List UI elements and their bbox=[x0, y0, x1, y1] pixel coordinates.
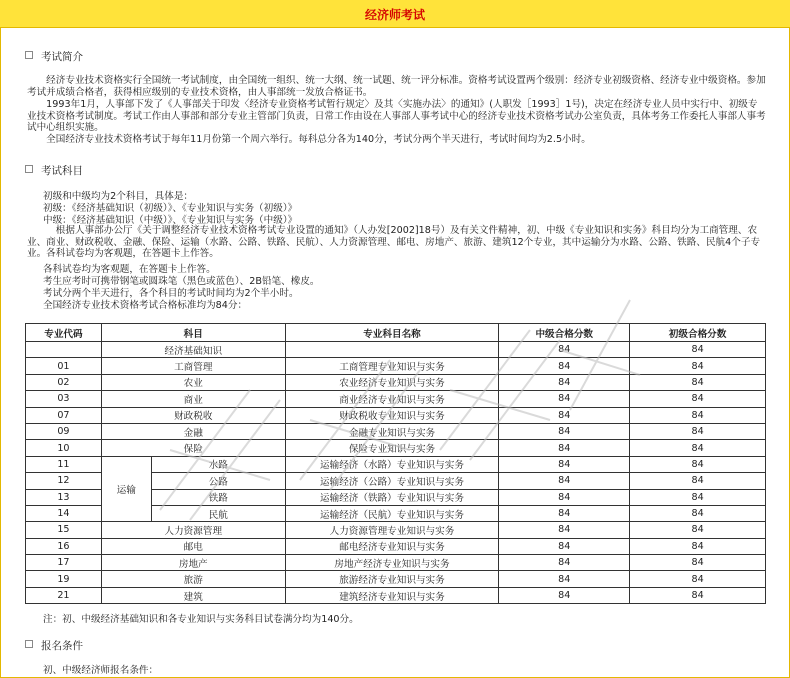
cell-junior: 84 bbox=[630, 358, 766, 374]
cell-code: 02 bbox=[26, 374, 102, 390]
cell-subject: 商业 bbox=[101, 391, 285, 407]
cell-name: 旅游经济专业知识与实务 bbox=[285, 571, 499, 587]
cell-subject: 民航 bbox=[151, 505, 285, 521]
table-note: 注：初、中级经济基础知识和各专业知识与实务科目试卷满分均为140分。 bbox=[43, 614, 359, 625]
cell-code: 10 bbox=[26, 440, 102, 456]
cell-code: 13 bbox=[26, 489, 102, 505]
cell-junior: 84 bbox=[630, 391, 766, 407]
cell-name: 商业经济专业知识与实务 bbox=[285, 391, 499, 407]
cell-junior: 84 bbox=[630, 374, 766, 390]
table-row bbox=[26, 555, 766, 571]
cell-name: 工商管理专业知识与实务 bbox=[285, 358, 499, 374]
header-junior: 初级合格分数 bbox=[630, 324, 766, 342]
subjects-line-3: 中级：《经济基础知识（中级）》、《专业知识与实务（中级）》 bbox=[43, 215, 298, 226]
cell-subject: 农业 bbox=[101, 374, 285, 390]
cell-junior: 84 bbox=[630, 342, 766, 358]
cell-subject: 水路 bbox=[151, 456, 285, 472]
table-row bbox=[26, 456, 766, 472]
cell-junior: 84 bbox=[630, 555, 766, 571]
subjects-line-6: 考试分两个半天进行，各个科目的考试时间均为2个半小时。 bbox=[43, 288, 299, 299]
cell-junior: 84 bbox=[630, 587, 766, 603]
cell-junior: 84 bbox=[630, 571, 766, 587]
cell-name: 财政税收专业知识与实务 bbox=[285, 407, 499, 423]
cell-code: 21 bbox=[26, 587, 102, 603]
cell-name: 运输经济（公路）专业知识与实务 bbox=[285, 473, 499, 489]
header-subject: 科目 bbox=[101, 324, 285, 342]
page-title: 经济师考试 bbox=[364, 8, 425, 22]
table-row bbox=[26, 342, 766, 358]
cell-mid: 84 bbox=[499, 571, 630, 587]
cell-name: 运输经济（铁路）专业知识与实务 bbox=[285, 489, 499, 505]
cell-junior: 84 bbox=[630, 489, 766, 505]
cell-name: 邮电经济专业知识与实务 bbox=[285, 538, 499, 554]
cell-subject: 旅游 bbox=[101, 571, 285, 587]
cell-mid: 84 bbox=[499, 473, 630, 489]
cell-subject: 财政税收 bbox=[101, 407, 285, 423]
title-bar bbox=[0, 0, 790, 28]
table-row bbox=[26, 374, 766, 390]
cell-junior: 84 bbox=[630, 407, 766, 423]
cell-junior: 84 bbox=[630, 456, 766, 472]
checkbox-icon bbox=[25, 51, 33, 59]
cell-mid: 84 bbox=[499, 505, 630, 521]
registration-line: 初、中级经济师报名条件： bbox=[43, 665, 159, 676]
subjects-paragraph: 根据人事部办公厅《关于调整经济专业技术资格考试专业设置的通知》（人办发[2002]18号）及有关文件精神，初、中级《专业知识和实务》科目均分为工商管理、农业、商业、财政税收、金融、保险、运输（水路、公路、铁路、民航）、人力资源管理、邮电、房地产、旅游、建筑12个专业，其中运输分为水路、公路、铁路、民航4个子专业。各科试卷均为客观题，在答题卡上作答。 bbox=[27, 225, 761, 260]
intro-paragraph-2: 1993年1月，人事部下发了《人事部关于印发〈经济专业资格考试暂行规定〉及其〈实施办法〉的通知》(人职发［1993］1号)，决定在经济专业人员中实行中、初级专业技术资格考试制度。考试工作由人事部和部分专业主管部门负责，日常工作由设在人事部人事考试中心的经济专业技术资格考试办公室负责，具体考务工作委托人事部人事考试中心组织实施。 bbox=[27, 99, 766, 134]
cell-name: 运输经济（水路）专业知识与实务 bbox=[285, 456, 499, 472]
cell-code: 07 bbox=[26, 407, 102, 423]
table-row bbox=[26, 538, 766, 554]
cell-junior: 84 bbox=[630, 423, 766, 439]
cell-mid: 84 bbox=[499, 538, 630, 554]
cell-name: 农业经济专业知识与实务 bbox=[285, 374, 499, 390]
cell-code: 14 bbox=[26, 505, 102, 521]
table-row bbox=[26, 587, 766, 603]
subjects-line-1: 初级和中级均为2个科目，具体是： bbox=[43, 191, 194, 202]
cell-mid: 84 bbox=[499, 587, 630, 603]
subjects-line-4: 各科试卷均为客观题，在答题卡上作答。 bbox=[43, 264, 216, 275]
cell-code: 19 bbox=[26, 571, 102, 587]
cell-subject: 铁路 bbox=[151, 489, 285, 505]
cell-subject: 建筑 bbox=[101, 587, 285, 603]
cell-code: 03 bbox=[26, 391, 102, 407]
header-name: 专业科目名称 bbox=[285, 324, 499, 342]
intro-paragraph-1: 经济专业技术资格实行全国统一考试制度，由全国统一组织、统一大纲、统一试题、统一评分标准。资格考试设置两个级别：经济专业初级资格、经济专业中级资格。参加考试并成绩合格者，获得相应级别的专业技术资格，由人事部统一发放合格证书。 bbox=[27, 75, 766, 98]
cell-name: 建筑经济专业知识与实务 bbox=[285, 587, 499, 603]
cell-name: 运输经济（民航）专业知识与实务 bbox=[285, 505, 499, 521]
cell-mid: 84 bbox=[499, 391, 630, 407]
table-row bbox=[26, 391, 766, 407]
table-row bbox=[26, 407, 766, 423]
table-header-row bbox=[26, 324, 766, 342]
cell-mid: 84 bbox=[499, 456, 630, 472]
cell-subject: 邮电 bbox=[101, 538, 285, 554]
cell-mid: 84 bbox=[499, 407, 630, 423]
cell-code: 09 bbox=[26, 423, 102, 439]
section-title-intro: 考试简介 bbox=[25, 49, 83, 64]
section-title-subjects: 考试科目 bbox=[25, 163, 83, 178]
cell-code: 12 bbox=[26, 473, 102, 489]
table-row bbox=[26, 423, 766, 439]
cell-name: 房地产经济专业知识与实务 bbox=[285, 555, 499, 571]
cell-mid: 84 bbox=[499, 374, 630, 390]
cell-subject: 人力资源管理 bbox=[101, 522, 285, 538]
cell-code: 15 bbox=[26, 522, 102, 538]
header-mid: 中级合格分数 bbox=[499, 324, 630, 342]
cell-subject: 保险 bbox=[101, 440, 285, 456]
cell-mid: 84 bbox=[499, 358, 630, 374]
cell-subject: 房地产 bbox=[101, 555, 285, 571]
section-title-registration: 报名条件 bbox=[25, 638, 83, 653]
cell-name: 人力资源管理专业知识与实务 bbox=[285, 522, 499, 538]
cell-code bbox=[26, 342, 102, 358]
cell-code: 11 bbox=[26, 456, 102, 472]
cell-subject: 金融 bbox=[101, 423, 285, 439]
cell-subject: 经济基础知识 bbox=[101, 342, 285, 358]
cell-mid: 84 bbox=[499, 555, 630, 571]
intro-paragraph-3: 全国经济专业技术资格考试于每年11月份第一个周六举行。每科总分各为140分，考试分两个半天进行，考试时间均为2.5小时。 bbox=[27, 134, 591, 145]
cell-junior: 84 bbox=[630, 538, 766, 554]
cell-name bbox=[285, 342, 499, 358]
cell-name: 保险专业知识与实务 bbox=[285, 440, 499, 456]
pass-score-table bbox=[25, 323, 766, 604]
subjects-line-2: 初级：《经济基础知识（初级）》、《专业知识与实务（初级）》 bbox=[43, 203, 298, 214]
checkbox-icon bbox=[25, 165, 33, 173]
cell-code: 01 bbox=[26, 358, 102, 374]
cell-subject: 公路 bbox=[151, 473, 285, 489]
cell-name: 金融专业知识与实务 bbox=[285, 423, 499, 439]
header-code: 专业代码 bbox=[26, 324, 102, 342]
cell-transport-group: 运输 bbox=[101, 456, 151, 522]
checkbox-icon bbox=[25, 640, 33, 648]
cell-junior: 84 bbox=[630, 440, 766, 456]
table-row bbox=[26, 358, 766, 374]
cell-mid: 84 bbox=[499, 342, 630, 358]
cell-code: 16 bbox=[26, 538, 102, 554]
subjects-line-7: 全国经济专业技术资格考试合格标准均为84分： bbox=[43, 300, 248, 311]
cell-junior: 84 bbox=[630, 473, 766, 489]
table-row bbox=[26, 440, 766, 456]
cell-mid: 84 bbox=[499, 440, 630, 456]
cell-mid: 84 bbox=[499, 423, 630, 439]
subjects-line-5: 考生应考时可携带钢笔或圆珠笔（黑色或蓝色）、2B铅笔、橡皮。 bbox=[43, 276, 320, 287]
cell-code: 17 bbox=[26, 555, 102, 571]
cell-subject: 工商管理 bbox=[101, 358, 285, 374]
cell-junior: 84 bbox=[630, 522, 766, 538]
table-row bbox=[26, 522, 766, 538]
cell-mid: 84 bbox=[499, 489, 630, 505]
cell-junior: 84 bbox=[630, 505, 766, 521]
cell-mid: 84 bbox=[499, 522, 630, 538]
table-row bbox=[26, 571, 766, 587]
